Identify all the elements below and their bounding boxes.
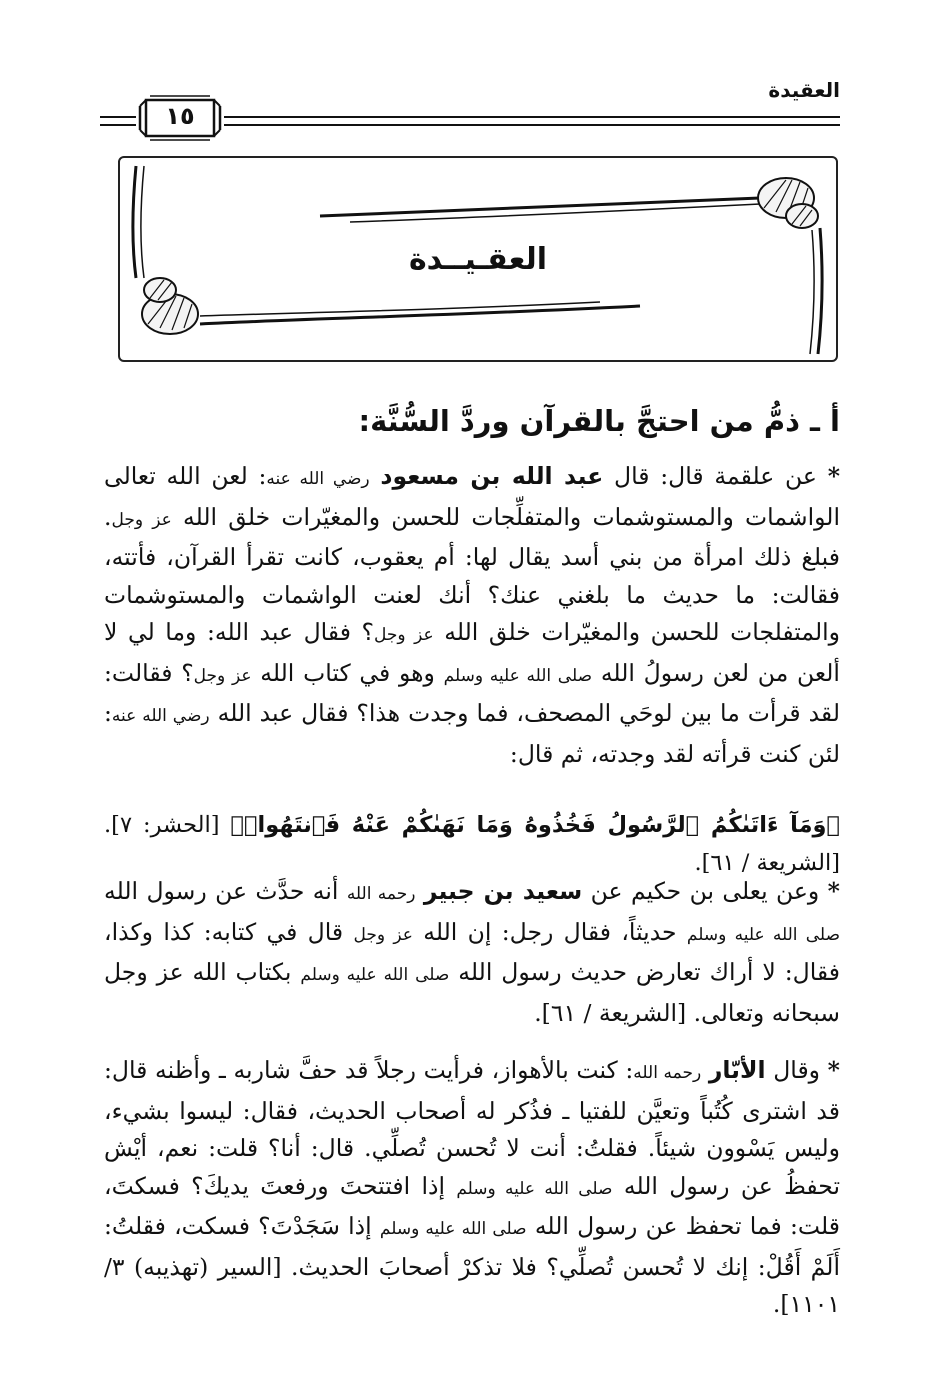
narrator-name: الأبّار bbox=[708, 1056, 766, 1084]
shell-icon bbox=[758, 178, 818, 228]
paragraph-text: وهو في كتاب الله bbox=[260, 658, 435, 687]
section-heading: أ ـ ذمُّ من احتجَّ بالقرآن وردَّ السُّنَّة: bbox=[358, 404, 840, 438]
honorific: صلى الله عليه وسلم bbox=[443, 665, 593, 686]
paragraph-said-ibn-jubair bbox=[104, 873, 840, 1032]
paragraph-text: أنه حدَّث عن رسول الله bbox=[104, 877, 339, 905]
paragraph-text: حديثاً، فقال رجل: إن الله bbox=[423, 917, 677, 946]
verse-text: ﴿وَمَآ ءَاتَىٰكُمُ ٱلرَّسُولُ فَخُذُوهُ وَمَا نَهَىٰكُمْ عَنْهُ فَٱنتَهُوا۟﴾ bbox=[230, 812, 840, 838]
bullet-star: * bbox=[827, 877, 840, 905]
paragraph-text: وعن يعلى بن حكيم عن bbox=[590, 877, 820, 905]
running-title: العقيدة bbox=[768, 78, 840, 102]
honorific: صلى الله عليه وسلم bbox=[379, 1219, 527, 1239]
paragraph-text: ؟ فقال عبد الله: وما لي لا ألعن من لعن رسولُ الله bbox=[104, 618, 840, 687]
narrator-name: عبد الله بن مسعود bbox=[380, 462, 604, 490]
honorific: عز وجل bbox=[374, 625, 434, 645]
bullet-star: * bbox=[827, 462, 840, 490]
header-rule bbox=[224, 116, 840, 118]
header-rule bbox=[100, 116, 136, 118]
paragraph-text: إذا سَجَدْتَ؟ فسكت، فقلتُ: أَلَمْ أَقُلْ: إنك لا تُحسن تُصلِّي؟ فلا تذكرْ أصحابَ الحديث. [السير (تهذيبه) ٣/ ١١٠١]. bbox=[104, 1212, 840, 1318]
chapter-title-frame bbox=[118, 156, 838, 362]
quran-verse bbox=[104, 807, 840, 882]
paragraph-text: : لعن الله تعالى الواشمات والمستوشمات والمتفلِّجات للحسن والمغيّرات خلق الله bbox=[104, 462, 840, 531]
honorific: صلى الله عليه وسلم bbox=[456, 1178, 613, 1199]
verse-reference: [الحشر: ٧]. [الشريعة / ٦١]. bbox=[104, 812, 840, 876]
honorific: عز وجل bbox=[353, 924, 413, 945]
paragraph-text: إذا افتتحتَ ورفعتَ يديكَ؟ فسكتَ، قلت: فما تحفظ عن رسول الله bbox=[104, 1171, 840, 1240]
paragraph-ibn-masud bbox=[104, 458, 840, 773]
paragraph-text: . فبلغ ذلك امرأة من بني أسد يقال لها: أم يعقوب، كانت تقرأ القرآن، فأتته، فقالت: ما حديث ما بلغني عنك؟ أنك لعنت الواشمات والمستوشمات والمتفلجات للحسن والمغيّرات خلق الله bbox=[104, 502, 840, 646]
paragraph-text: عن علقمة قال: قال bbox=[614, 462, 817, 490]
honorific: عز وجل bbox=[193, 665, 252, 686]
honorific: رحمه الله bbox=[633, 1063, 702, 1083]
header-rule bbox=[100, 124, 136, 126]
honorific: عز وجل bbox=[111, 509, 172, 530]
narrator-name: سعيد بن جبير bbox=[423, 877, 583, 905]
honorific: رحمه الله bbox=[346, 884, 416, 904]
bullet-star: * bbox=[827, 1056, 840, 1084]
chapter-title: العقـيــدة bbox=[408, 242, 548, 277]
header-rule bbox=[224, 124, 840, 126]
paragraph-text: : لئن كنت قرأته لقد وجدته، ثم قال: bbox=[104, 699, 840, 768]
shell-icon bbox=[142, 278, 198, 334]
honorific: صلى الله عليه وسلم bbox=[300, 965, 450, 985]
paragraph-text: ؟ فقالت: لقد قرأت ما بين لوحَي المصحف، فما وجدت هذا؟ فقال عبد الله bbox=[104, 658, 840, 727]
page-number-frame bbox=[136, 92, 224, 144]
paragraph-text: وقال bbox=[773, 1056, 821, 1084]
paragraph-text: بكتاب الله عز وجل سبحانه وتعالى. [الشريعة / ٦١]. bbox=[104, 958, 840, 1027]
paragraph-text: : كنت بالأهواز، فرأيت رجلاً قد حفَّ شاربه ـ وأظنه قال: قد اشترى كُتُباً وتعيَّن للفتيا ـ فذُكر له أصحاب الحديث، فقال: ليسوا بشيء، وليس يَسْوون شيئاً. فقلتُ: أنت لا تُحسن تُصلِّي. قال: أنا؟ قلت: نعم، أيْش تحفظُ عن رسول الله bbox=[104, 1056, 841, 1200]
honorific: رضي الله عنه bbox=[111, 706, 210, 726]
page-number: ١٥ bbox=[165, 102, 195, 130]
paragraph-al-abbar bbox=[104, 1052, 840, 1324]
paragraph-text: قال في كتابه: كذا وكذا، فقال: لا أراك تعارض حديث رسول الله bbox=[104, 917, 840, 986]
honorific: رضي الله عنه bbox=[266, 469, 370, 489]
honorific: صلى الله عليه وسلم bbox=[686, 924, 840, 945]
